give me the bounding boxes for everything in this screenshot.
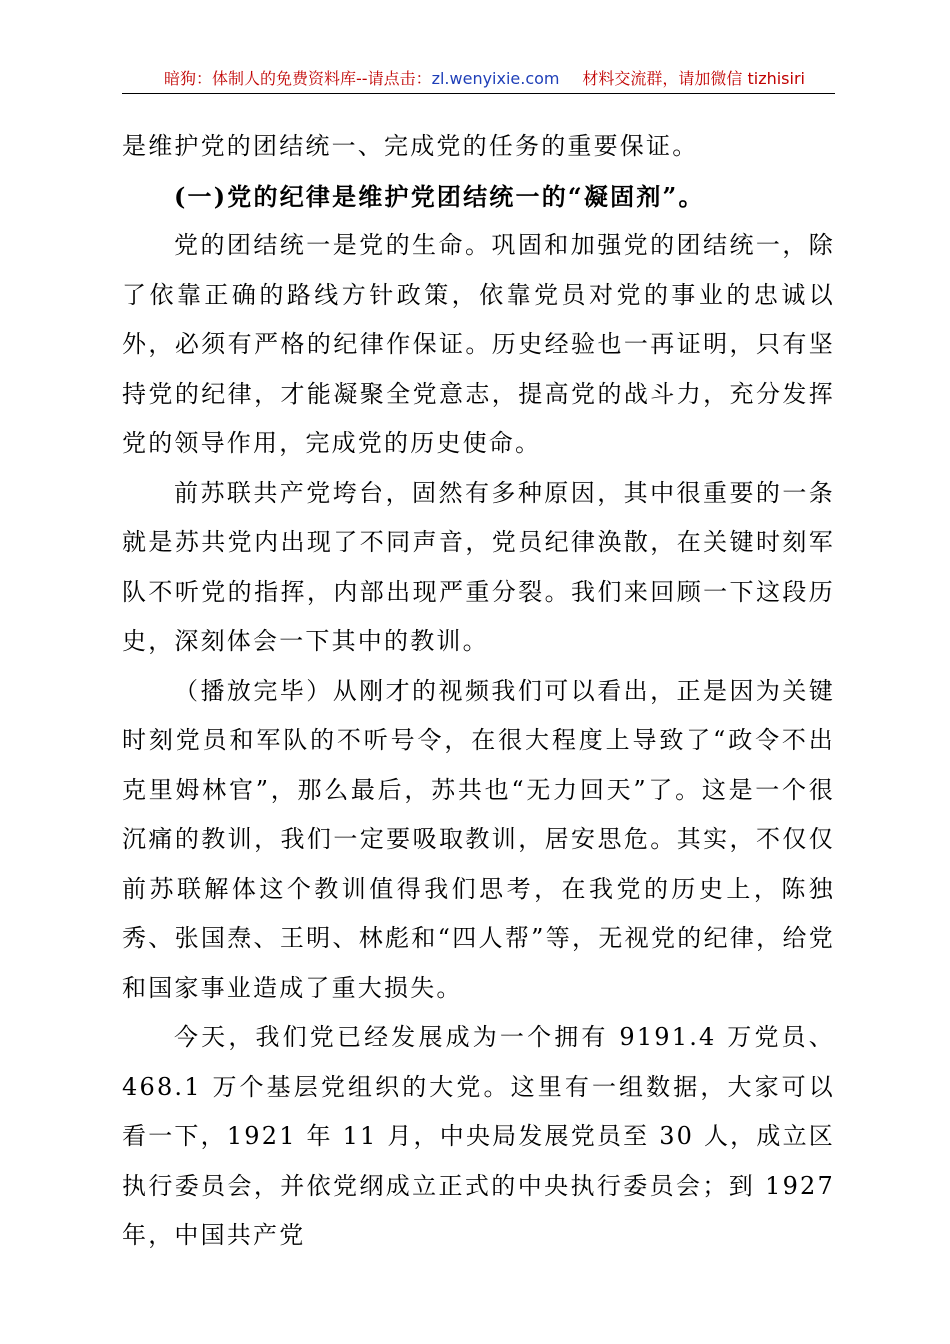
document-body [122,122,835,1261]
header-brand: 暗狗：体制人的免费资料库 [164,69,357,88]
header-divider [122,93,835,94]
header-prompt: --请点击： [356,69,432,88]
paragraph-soviet: 前苏联共产党垮台，固然有多种原因，其中很重要的一条就是苏共党内出现了不同声音，党员纪律涣散，在关键时刻军队不听党的指挥，内部出现严重分裂。我们来回顾一下这段历史，深刻体会一下其中的教训。 [122,478,835,655]
page-header [122,64,835,94]
paragraph-video: （播放完毕）从刚才的视频我们可以看出，正是因为关键时刻党员和军队的不听号令，在很大程度上导致了“政令不出克里姆林官”，那么最后，苏共也“无力回天”了。这是一个很沉痛的教训，我们一定要吸取教训，居安思危。其实，不仅仅前苏联解体这个教训值得我们思考，在我党的历史上，陈独秀、张国焘、王明、林彪和“四人帮”等，无视党的纪律，给党和国家事业造成了重大损失。 [122,676,835,1002]
header-link[interactable]: zl.wenyixie.com [431,69,560,88]
header-left [164,68,560,90]
header-contact: 材料交流群，请加微信 tizhisiri [582,69,805,88]
section-heading: (一)党的纪律是维护党团结统一的“凝固剂”。 [174,181,705,211]
paragraph-unity: 党的团结统一是党的生命。巩固和加强党的团结统一，除了依靠正确的路线方针政策，依靠党员对党的事业的忠诚以外，必须有严格的纪律作保证。历史经验也一再证明，只有坚持党的纪律，才能凝聚全党意志，提高党的战斗力，充分发挥党的领导作用，完成党的历史使命。 [122,231,835,457]
paragraph-continuation: 是维护党的团结统一、完成党的任务的重要保证。 [122,132,699,160]
paragraph-today: 今天，我们党已经发展成为一个拥有 9191.4 万党员、468.1 万个基层党组织的大党。这里有一组数据，大家可以看一下，1921 年 11 月，中央局发展党员至 30 人，成立区执行委员会，并依党纲成立正式的中央执行委员会；到 1927 年，中国共产党 [122,1023,835,1249]
